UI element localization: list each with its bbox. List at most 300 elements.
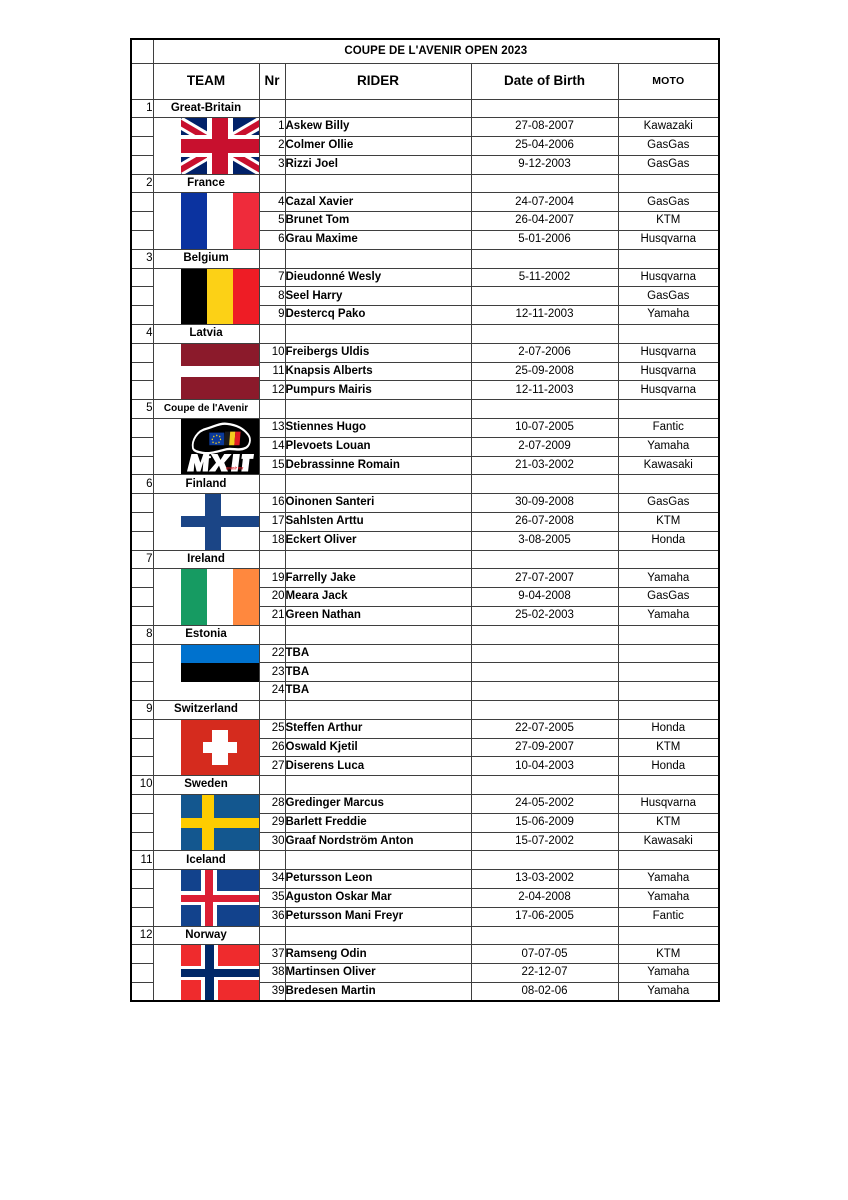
header-moto: MOTO <box>618 63 719 99</box>
rider-dob: 2-07-2006 <box>471 343 618 362</box>
rider-dob: 12-11-2003 <box>471 306 618 325</box>
flag-latvia-image <box>181 344 260 399</box>
team-banner-row <box>131 851 719 870</box>
flag-belgium-image <box>181 269 260 324</box>
rider-dob: 08-02-06 <box>471 982 618 1001</box>
rider-name: Cazal Xavier <box>285 193 471 212</box>
team-name-estonia: Estonia <box>153 625 259 644</box>
flag-latvia <box>153 343 259 399</box>
rider-number: 6 <box>259 231 285 250</box>
team-row-nr-cell <box>259 926 285 945</box>
row-index-cell <box>131 964 153 983</box>
team-index: 8 <box>131 625 153 644</box>
rider-number: 12 <box>259 381 285 400</box>
row-index-cell <box>131 569 153 588</box>
team-row-nr-cell <box>259 550 285 569</box>
rider-number: 5 <box>259 212 285 231</box>
team-name-sweden: Sweden <box>153 776 259 795</box>
row-index-cell <box>131 381 153 400</box>
rider-number: 13 <box>259 419 285 438</box>
rider-number: 3 <box>259 155 285 174</box>
rider-number: 19 <box>259 569 285 588</box>
team-row-dob-cell <box>471 325 618 344</box>
rider-number: 11 <box>259 362 285 381</box>
rider-number: 7 <box>259 268 285 287</box>
rider-dob <box>471 644 618 663</box>
row-index-cell <box>131 437 153 456</box>
rider-name: Rizzi Joel <box>285 155 471 174</box>
rider-dob: 12-11-2003 <box>471 381 618 400</box>
team-row-nr-cell <box>259 701 285 720</box>
flag-estonia <box>153 644 259 700</box>
rider-moto: Yamaha <box>618 870 719 889</box>
rider-number: 4 <box>259 193 285 212</box>
rider-number: 34 <box>259 870 285 889</box>
rider-dob: 15-07-2002 <box>471 832 618 851</box>
team-row-moto-cell <box>618 325 719 344</box>
rider-number: 24 <box>259 682 285 701</box>
rider-moto <box>618 682 719 701</box>
flag-belgium <box>153 268 259 324</box>
rider-dob: 3-08-2005 <box>471 531 618 550</box>
rider-number: 23 <box>259 663 285 682</box>
table-row <box>131 268 719 287</box>
table-row <box>131 719 719 738</box>
rider-number: 38 <box>259 964 285 983</box>
rider-moto: Kawasaki <box>618 832 719 851</box>
rider-dob: 9-04-2008 <box>471 588 618 607</box>
rider-name: TBA <box>285 644 471 663</box>
flag-iceland-image <box>181 870 260 925</box>
team-row-dob-cell <box>471 851 618 870</box>
team-row-dob-cell <box>471 926 618 945</box>
header-rider: RIDER <box>285 63 471 99</box>
rider-moto: Husqvarna <box>618 343 719 362</box>
row-index-cell <box>131 268 153 287</box>
rider-name: Ramseng Odin <box>285 945 471 964</box>
flag-sweden <box>153 794 259 850</box>
table-row <box>131 343 719 362</box>
rider-dob: 30-09-2008 <box>471 494 618 513</box>
rider-dob: 22-12-07 <box>471 964 618 983</box>
team-name-france: France <box>153 174 259 193</box>
rider-moto: Yamaha <box>618 964 719 983</box>
team-index: 3 <box>131 249 153 268</box>
rider-moto: GasGas <box>618 588 719 607</box>
rider-dob: 10-04-2003 <box>471 757 618 776</box>
row-index-cell <box>131 644 153 663</box>
rider-moto: KTM <box>618 513 719 532</box>
rider-moto: GasGas <box>618 287 719 306</box>
rider-dob: 9-12-2003 <box>471 155 618 174</box>
team-index: 1 <box>131 99 153 118</box>
rider-dob <box>471 287 618 306</box>
team-row-moto-cell <box>618 174 719 193</box>
rider-name: Freibergs Uldis <box>285 343 471 362</box>
rider-number: 15 <box>259 456 285 475</box>
rider-dob: 24-07-2004 <box>471 193 618 212</box>
flag-finland-image <box>181 494 260 549</box>
team-name-coupe-de-l-avenir: Coupe de l'Avenir <box>153 400 259 419</box>
table-row <box>131 569 719 588</box>
rider-moto: Husqvarna <box>618 268 719 287</box>
rider-dob: 27-08-2007 <box>471 118 618 137</box>
team-index: 5 <box>131 400 153 419</box>
rider-dob: 24-05-2002 <box>471 794 618 813</box>
rider-name: Petursson Leon <box>285 870 471 889</box>
rider-name: Debrassinne Romain <box>285 456 471 475</box>
rider-dob: 10-07-2005 <box>471 419 618 438</box>
flag-france-image <box>181 193 260 248</box>
row-index-cell <box>131 494 153 513</box>
team-row-moto-cell <box>618 249 719 268</box>
flag-iceland <box>153 870 259 926</box>
rider-number: 1 <box>259 118 285 137</box>
rider-dob: 22-07-2005 <box>471 719 618 738</box>
team-banner-row <box>131 400 719 419</box>
team-row-moto-cell <box>618 701 719 720</box>
team-name-great-britain: Great-Britain <box>153 99 259 118</box>
row-index-cell <box>131 118 153 137</box>
row-index-cell <box>131 137 153 156</box>
rider-number: 8 <box>259 287 285 306</box>
rider-number: 27 <box>259 757 285 776</box>
rider-number: 37 <box>259 945 285 964</box>
rider-number: 28 <box>259 794 285 813</box>
rider-moto: GasGas <box>618 137 719 156</box>
rider-number: 26 <box>259 738 285 757</box>
flag-finland <box>153 494 259 550</box>
row-index-cell <box>131 888 153 907</box>
row-index-cell <box>131 945 153 964</box>
team-row-rider-cell <box>285 475 471 494</box>
rider-dob: 21-03-2002 <box>471 456 618 475</box>
rider-moto: Yamaha <box>618 306 719 325</box>
rider-number: 10 <box>259 343 285 362</box>
team-row-rider-cell <box>285 701 471 720</box>
team-row-rider-cell <box>285 99 471 118</box>
team-banner-row <box>131 475 719 494</box>
team-banner-row <box>131 249 719 268</box>
team-name-finland: Finland <box>153 475 259 494</box>
flag-estonia-image <box>181 645 260 700</box>
rider-dob: 27-09-2007 <box>471 738 618 757</box>
row-index-cell <box>131 362 153 381</box>
rider-moto: Husqvarna <box>618 231 719 250</box>
team-name-iceland: Iceland <box>153 851 259 870</box>
row-index-cell <box>131 982 153 1001</box>
flag-great-britain-image <box>181 118 260 173</box>
rider-number: 17 <box>259 513 285 532</box>
row-index-cell <box>131 719 153 738</box>
flag-norway <box>153 945 259 1001</box>
team-banner-row <box>131 174 719 193</box>
team-index: 2 <box>131 174 153 193</box>
row-index-cell <box>131 155 153 174</box>
row-index-cell <box>131 306 153 325</box>
team-name-belgium: Belgium <box>153 249 259 268</box>
team-banner-row <box>131 625 719 644</box>
team-row-nr-cell <box>259 174 285 193</box>
rider-name: Petursson Mani Freyr <box>285 907 471 926</box>
rider-moto: KTM <box>618 212 719 231</box>
header-index <box>131 63 153 99</box>
rider-number: 2 <box>259 137 285 156</box>
rider-number: 30 <box>259 832 285 851</box>
rider-dob <box>471 663 618 682</box>
rider-name: Barlett Freddie <box>285 813 471 832</box>
row-index-cell <box>131 287 153 306</box>
rider-number: 18 <box>259 531 285 550</box>
rider-moto: Kawazaki <box>618 118 719 137</box>
rider-number: 22 <box>259 644 285 663</box>
rider-name: Oswald Kjetil <box>285 738 471 757</box>
rider-number: 21 <box>259 607 285 626</box>
rider-name: Farrelly Jake <box>285 569 471 588</box>
rider-moto: KTM <box>618 738 719 757</box>
table-row <box>131 945 719 964</box>
team-row-moto-cell <box>618 851 719 870</box>
row-index-cell <box>131 193 153 212</box>
team-name-latvia: Latvia <box>153 325 259 344</box>
team-row-moto-cell <box>618 99 719 118</box>
table-header-row <box>131 63 719 99</box>
table-row <box>131 644 719 663</box>
rider-name: Dieudonné Wesly <box>285 268 471 287</box>
row-index-cell <box>131 794 153 813</box>
row-index-cell <box>131 907 153 926</box>
rider-dob: 27-07-2007 <box>471 569 618 588</box>
team-banner-row <box>131 99 719 118</box>
rider-moto: Fantic <box>618 419 719 438</box>
rider-name: Pumpurs Mairis <box>285 381 471 400</box>
rider-dob: 13-03-2002 <box>471 870 618 889</box>
team-row-dob-cell <box>471 475 618 494</box>
rider-moto: Husqvarna <box>618 794 719 813</box>
rider-dob: 26-04-2007 <box>471 212 618 231</box>
rider-dob: 25-09-2008 <box>471 362 618 381</box>
rider-dob: 2-07-2009 <box>471 437 618 456</box>
header-team: TEAM <box>153 63 259 99</box>
team-row-rider-cell <box>285 174 471 193</box>
row-index-cell <box>131 513 153 532</box>
rider-number: 16 <box>259 494 285 513</box>
row-index-cell <box>131 682 153 701</box>
rider-number: 14 <box>259 437 285 456</box>
title-row-index-cell <box>131 39 153 63</box>
team-row-moto-cell <box>618 926 719 945</box>
flag-norway-image <box>181 945 260 1000</box>
team-row-moto-cell <box>618 400 719 419</box>
rider-dob: 5-01-2006 <box>471 231 618 250</box>
rider-moto <box>618 663 719 682</box>
team-index: 9 <box>131 701 153 720</box>
team-banner-row <box>131 776 719 795</box>
row-index-cell <box>131 456 153 475</box>
rider-name: Grau Maxime <box>285 231 471 250</box>
team-row-moto-cell <box>618 550 719 569</box>
header-dob: Date of Birth <box>471 63 618 99</box>
team-row-nr-cell <box>259 99 285 118</box>
row-index-cell <box>131 607 153 626</box>
rider-name: Diserens Luca <box>285 757 471 776</box>
rider-moto: Honda <box>618 719 719 738</box>
row-index-cell <box>131 588 153 607</box>
team-index: 4 <box>131 325 153 344</box>
team-banner-row <box>131 926 719 945</box>
row-index-cell <box>131 531 153 550</box>
flag-switzerland <box>153 719 259 775</box>
row-index-cell <box>131 738 153 757</box>
title-row <box>131 39 719 63</box>
rider-name: Green Nathan <box>285 607 471 626</box>
table-row <box>131 494 719 513</box>
rider-dob: 15-06-2009 <box>471 813 618 832</box>
logo-coupe-de-lavenir-image <box>181 419 260 474</box>
team-index: 11 <box>131 851 153 870</box>
rider-name: Steffen Arthur <box>285 719 471 738</box>
rider-name: TBA <box>285 663 471 682</box>
table-row <box>131 193 719 212</box>
rider-name: Bredesen Martin <box>285 982 471 1001</box>
rider-moto: Husqvarna <box>618 381 719 400</box>
team-row-rider-cell <box>285 776 471 795</box>
team-row-nr-cell <box>259 325 285 344</box>
rider-dob: 17-06-2005 <box>471 907 618 926</box>
team-index: 6 <box>131 475 153 494</box>
team-row-dob-cell <box>471 99 618 118</box>
row-index-cell <box>131 813 153 832</box>
team-row-dob-cell <box>471 776 618 795</box>
team-row-dob-cell <box>471 400 618 419</box>
rider-dob: 25-04-2006 <box>471 137 618 156</box>
rider-moto: GasGas <box>618 193 719 212</box>
row-index-cell <box>131 663 153 682</box>
team-row-dob-cell <box>471 701 618 720</box>
rider-moto: Yamaha <box>618 569 719 588</box>
team-banner-row <box>131 550 719 569</box>
team-row-nr-cell <box>259 475 285 494</box>
flag-great-britain <box>153 118 259 174</box>
team-row-moto-cell <box>618 475 719 494</box>
rider-name: Destercq Pako <box>285 306 471 325</box>
team-name-switzerland: Switzerland <box>153 701 259 720</box>
team-row-moto-cell <box>618 776 719 795</box>
rider-name: Eckert Oliver <box>285 531 471 550</box>
team-row-rider-cell <box>285 550 471 569</box>
row-index-cell <box>131 757 153 776</box>
rider-moto: Yamaha <box>618 607 719 626</box>
rider-number: 39 <box>259 982 285 1001</box>
rider-name: Graaf Nordström Anton <box>285 832 471 851</box>
flag-france <box>153 193 259 249</box>
team-index: 12 <box>131 926 153 945</box>
rider-name: Martinsen Oliver <box>285 964 471 983</box>
team-row-rider-cell <box>285 249 471 268</box>
rider-moto <box>618 644 719 663</box>
rider-moto: Fantic <box>618 907 719 926</box>
rider-moto: Honda <box>618 531 719 550</box>
table-row <box>131 870 719 889</box>
rider-moto: KTM <box>618 945 719 964</box>
entry-list-body <box>131 39 719 1001</box>
rider-moto: GasGas <box>618 155 719 174</box>
table-row <box>131 794 719 813</box>
rider-number: 9 <box>259 306 285 325</box>
header-nr: Nr <box>259 63 285 99</box>
rider-dob <box>471 682 618 701</box>
rider-name: Gredinger Marcus <box>285 794 471 813</box>
svg-text:avenir mx: avenir mx <box>225 465 243 471</box>
team-row-rider-cell <box>285 325 471 344</box>
rider-moto: Yamaha <box>618 982 719 1001</box>
rider-name: Aguston Oskar Mar <box>285 888 471 907</box>
row-index-cell <box>131 212 153 231</box>
rider-dob: 26-07-2008 <box>471 513 618 532</box>
logo-coupe-de-lavenir <box>153 419 259 475</box>
row-index-cell <box>131 343 153 362</box>
table-row <box>131 118 719 137</box>
rider-moto: Kawasaki <box>618 456 719 475</box>
row-index-cell <box>131 832 153 851</box>
rider-dob: 2-04-2008 <box>471 888 618 907</box>
team-row-nr-cell <box>259 249 285 268</box>
rider-name: Stiennes Hugo <box>285 419 471 438</box>
rider-number: 36 <box>259 907 285 926</box>
rider-moto: Honda <box>618 757 719 776</box>
team-index: 10 <box>131 776 153 795</box>
team-name-norway: Norway <box>153 926 259 945</box>
entry-list-table <box>130 38 720 1002</box>
rider-dob: 5-11-2002 <box>471 268 618 287</box>
rider-number: 20 <box>259 588 285 607</box>
rider-moto: GasGas <box>618 494 719 513</box>
rider-moto: Husqvarna <box>618 362 719 381</box>
flag-switzerland-image <box>181 720 260 775</box>
document-title: COUPE DE L'AVENIR OPEN 2023 <box>153 39 719 63</box>
rider-name: TBA <box>285 682 471 701</box>
team-row-dob-cell <box>471 625 618 644</box>
rider-moto: Yamaha <box>618 437 719 456</box>
table-row <box>131 419 719 438</box>
rider-name: Meara Jack <box>285 588 471 607</box>
rider-name: Plevoets Louan <box>285 437 471 456</box>
team-row-rider-cell <box>285 625 471 644</box>
rider-name: Knapsis Alberts <box>285 362 471 381</box>
rider-name: Brunet Tom <box>285 212 471 231</box>
flag-sweden-image <box>181 795 260 850</box>
team-row-dob-cell <box>471 249 618 268</box>
rider-number: 35 <box>259 888 285 907</box>
team-row-nr-cell <box>259 625 285 644</box>
rider-number: 25 <box>259 719 285 738</box>
rider-name: Sahlsten Arttu <box>285 513 471 532</box>
team-row-nr-cell <box>259 776 285 795</box>
rider-name: Seel Harry <box>285 287 471 306</box>
flag-ireland-image <box>181 569 260 624</box>
rider-name: Oinonen Santeri <box>285 494 471 513</box>
team-name-ireland: Ireland <box>153 550 259 569</box>
team-row-rider-cell <box>285 400 471 419</box>
team-row-rider-cell <box>285 851 471 870</box>
rider-dob: 07-07-05 <box>471 945 618 964</box>
team-row-dob-cell <box>471 550 618 569</box>
team-banner-row <box>131 325 719 344</box>
team-index: 7 <box>131 550 153 569</box>
rider-name: Colmer Ollie <box>285 137 471 156</box>
team-row-moto-cell <box>618 625 719 644</box>
team-row-rider-cell <box>285 926 471 945</box>
